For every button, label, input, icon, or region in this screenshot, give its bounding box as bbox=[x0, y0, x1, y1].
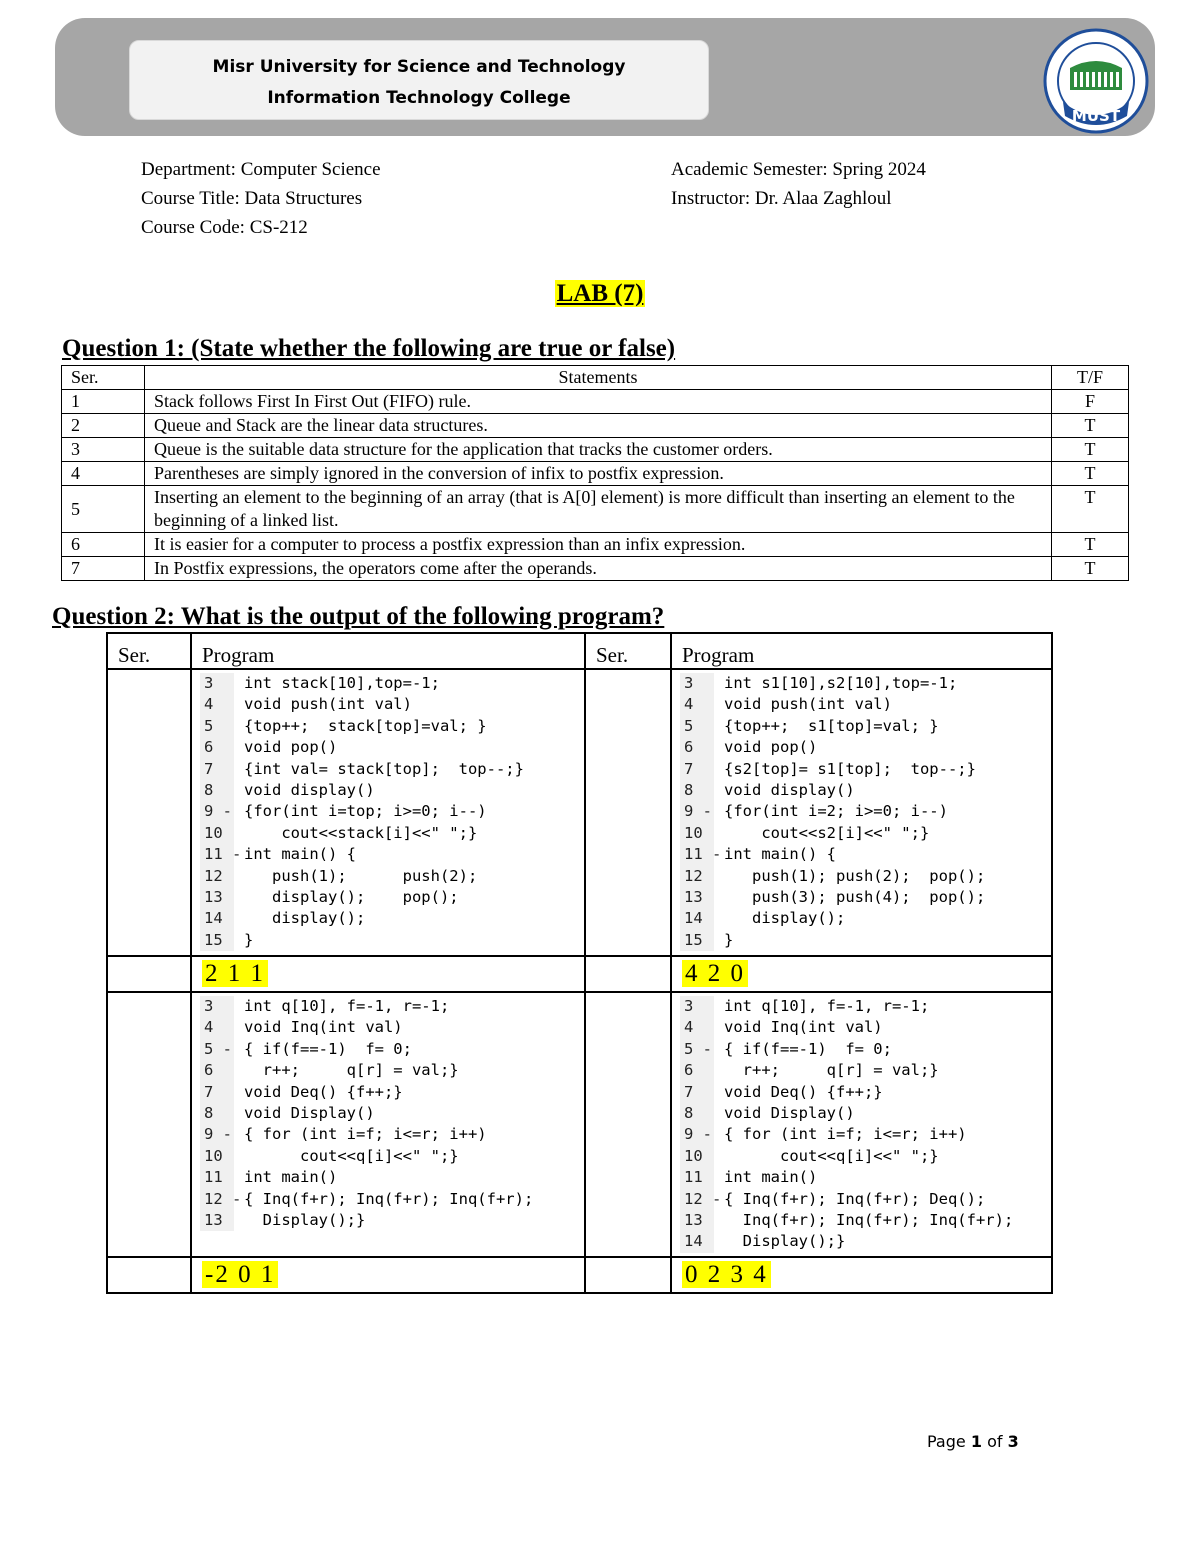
code-line bbox=[200, 1103, 584, 1124]
line-number: 10 bbox=[200, 1146, 234, 1167]
row-ser: 1 bbox=[62, 390, 145, 414]
code-text: {int val= stack[top]; top--;} bbox=[244, 759, 524, 778]
header-ser-1: Ser. bbox=[107, 633, 191, 669]
code-line bbox=[680, 1231, 1051, 1252]
answer-4: 0 2 3 4 bbox=[682, 1261, 771, 1288]
code-text: void push(int val) bbox=[244, 695, 412, 714]
code-text: void Inq(int val) bbox=[244, 1018, 403, 1037]
code-text: int main() { bbox=[724, 845, 836, 864]
code-text: {s2[top]= s1[top]; top--;} bbox=[724, 759, 976, 778]
code-text: void pop() bbox=[724, 738, 818, 757]
line-number: 15 bbox=[680, 930, 714, 951]
code-text: {for(int i=2; i>=0; i--) bbox=[724, 802, 948, 821]
code-text: display(); pop(); bbox=[244, 888, 459, 907]
code-line bbox=[680, 908, 1051, 929]
code-text: int main() { bbox=[244, 845, 356, 864]
code-line bbox=[200, 1146, 584, 1167]
page-number: Page 1 of 3 bbox=[927, 1432, 1019, 1451]
row-ser: 6 bbox=[62, 533, 145, 557]
program-row-2 bbox=[107, 992, 1052, 1257]
code-text: } bbox=[724, 930, 734, 949]
university-name: Misr University for Science and Technology bbox=[212, 57, 626, 77]
code-line bbox=[680, 1060, 1051, 1081]
row-statement: Stack follows First In First Out (FIFO) rule. bbox=[145, 390, 1052, 414]
row-statement: It is easier for a computer to process a postfix expression than an infix expression. bbox=[145, 533, 1052, 557]
code-text: void Inq(int val) bbox=[724, 1018, 883, 1037]
line-number: 3 bbox=[200, 673, 234, 694]
code-line bbox=[200, 673, 584, 694]
code-text: int q[10], f=-1, r=-1; bbox=[244, 997, 450, 1015]
program-code-1 bbox=[192, 670, 584, 954]
program-output-table bbox=[106, 632, 1053, 1294]
line-number: 11 - bbox=[680, 844, 714, 865]
code-line bbox=[680, 1103, 1051, 1124]
code-line bbox=[680, 801, 1051, 822]
code-text: cout<<s2[i]<<" ";} bbox=[724, 823, 930, 842]
table-row bbox=[62, 486, 1129, 533]
course-title: Course Title: Data Structures bbox=[141, 188, 363, 209]
program-code-2 bbox=[672, 670, 1051, 954]
code-line bbox=[200, 780, 584, 801]
code-line bbox=[680, 887, 1051, 908]
code-text: void push(int val) bbox=[724, 695, 892, 714]
code-text: Display();} bbox=[724, 1232, 846, 1251]
line-number: 5 - bbox=[680, 1039, 714, 1060]
code-line bbox=[680, 1017, 1051, 1038]
code-line bbox=[200, 1082, 584, 1103]
line-number: 15 bbox=[200, 930, 234, 951]
course-code: Course Code: CS-212 bbox=[141, 217, 308, 238]
program-code-4 bbox=[672, 993, 1051, 1256]
code-line bbox=[200, 1189, 584, 1210]
code-text: r++; q[r] = val;} bbox=[724, 1061, 939, 1080]
code-line bbox=[680, 1146, 1051, 1167]
row-answer: T bbox=[1052, 486, 1129, 533]
code-text: r++; q[r] = val;} bbox=[244, 1061, 459, 1080]
line-number: 13 bbox=[200, 887, 234, 908]
line-number: 7 bbox=[680, 1082, 714, 1103]
line-number: 6 bbox=[680, 1060, 714, 1081]
line-number: 9 - bbox=[680, 801, 714, 822]
code-line bbox=[200, 1167, 584, 1188]
code-text: } bbox=[244, 930, 254, 949]
code-line bbox=[200, 996, 584, 1017]
line-number: 13 bbox=[200, 1210, 234, 1231]
code-line bbox=[680, 823, 1051, 844]
code-text: int stack[10],top=-1; bbox=[244, 674, 440, 692]
institution-box bbox=[129, 40, 709, 120]
row-statement: Inserting an element to the beginning of an array (that is A[0] element) is more difficult than inserting an element to the beginning of a linked list. bbox=[145, 486, 1052, 533]
line-number: 4 bbox=[200, 694, 234, 715]
line-number: 8 bbox=[200, 780, 234, 801]
code-line bbox=[680, 1124, 1051, 1145]
row-answer: T bbox=[1052, 557, 1129, 581]
row-answer: T bbox=[1052, 438, 1129, 462]
line-number: 12 bbox=[200, 866, 234, 887]
line-number: 6 bbox=[200, 737, 234, 758]
code-text: int main() bbox=[724, 1168, 818, 1187]
line-number: 11 bbox=[200, 1167, 234, 1188]
department: Department: Computer Science bbox=[141, 159, 381, 180]
line-number: 8 bbox=[680, 780, 714, 801]
code-line bbox=[680, 716, 1051, 737]
code-line bbox=[200, 694, 584, 715]
line-number: 9 - bbox=[200, 801, 234, 822]
line-number: 7 bbox=[680, 759, 714, 780]
table-header-row bbox=[62, 366, 1129, 390]
header-program-2: Program bbox=[671, 633, 1052, 669]
course-info-right bbox=[671, 155, 926, 213]
code-line bbox=[680, 780, 1051, 801]
lab-title-wrap bbox=[0, 280, 1200, 308]
row-statement: In Postfix expressions, the operators come after the operands. bbox=[145, 557, 1052, 581]
table-row bbox=[62, 438, 1129, 462]
header-program-1: Program bbox=[191, 633, 585, 669]
code-text: { for (int i=f; i<=r; i++) bbox=[244, 1125, 487, 1144]
code-line bbox=[200, 1124, 584, 1145]
logo-text: MUST bbox=[1071, 107, 1121, 125]
code-line bbox=[200, 1039, 584, 1060]
code-line bbox=[680, 866, 1051, 887]
line-number: 4 bbox=[680, 694, 714, 715]
line-number: 3 bbox=[680, 996, 714, 1017]
code-text: int s1[10],s2[10],top=-1; bbox=[724, 674, 958, 692]
line-number: 12 - bbox=[200, 1189, 234, 1210]
lab-title: LAB (7) bbox=[556, 280, 644, 307]
header-ser-2: Ser. bbox=[585, 633, 671, 669]
line-number: 9 - bbox=[680, 1124, 714, 1145]
true-false-table bbox=[61, 365, 1129, 581]
code-text: cout<<q[i]<<" ";} bbox=[244, 1146, 459, 1165]
table-row bbox=[62, 390, 1129, 414]
line-number: 13 bbox=[680, 1210, 714, 1231]
line-number: 3 bbox=[680, 673, 714, 694]
row-answer: T bbox=[1052, 414, 1129, 438]
line-number: 6 bbox=[200, 1060, 234, 1081]
line-number: 4 bbox=[680, 1017, 714, 1038]
code-line bbox=[680, 996, 1051, 1017]
line-number: 7 bbox=[200, 1082, 234, 1103]
course-info-left bbox=[141, 155, 381, 242]
line-number: 11 bbox=[680, 1167, 714, 1188]
line-number: 13 bbox=[680, 887, 714, 908]
code-line bbox=[680, 1039, 1051, 1060]
university-logo bbox=[1043, 28, 1149, 134]
code-text: { for (int i=f; i<=r; i++) bbox=[724, 1125, 967, 1144]
code-text: void Display() bbox=[244, 1104, 375, 1123]
line-number: 3 bbox=[200, 996, 234, 1017]
line-number: 10 bbox=[680, 1146, 714, 1167]
code-line bbox=[200, 844, 584, 865]
college-name: Information Technology College bbox=[267, 88, 571, 108]
code-text: void display() bbox=[724, 781, 855, 800]
table-row bbox=[62, 414, 1129, 438]
program-row-1 bbox=[107, 669, 1052, 956]
question-1-title: Question 1: (State whether the following are true or false) bbox=[62, 335, 676, 362]
row-ser: 3 bbox=[62, 438, 145, 462]
code-text: Inq(f+r); Inq(f+r); Inq(f+r); bbox=[724, 1211, 1014, 1230]
table-row bbox=[62, 533, 1129, 557]
code-text: Display();} bbox=[244, 1211, 366, 1230]
code-text: void display() bbox=[244, 781, 375, 800]
code-line bbox=[680, 1189, 1051, 1210]
code-line bbox=[680, 737, 1051, 758]
row-answer: F bbox=[1052, 390, 1129, 414]
code-text: cout<<stack[i]<<" ";} bbox=[244, 823, 478, 842]
code-line bbox=[200, 716, 584, 737]
code-text: void Deq() {f++;} bbox=[724, 1082, 883, 1101]
code-text: cout<<q[i]<<" ";} bbox=[724, 1146, 939, 1165]
line-number: 12 - bbox=[680, 1189, 714, 1210]
line-number: 14 bbox=[200, 908, 234, 929]
instructor: Instructor: Dr. Alaa Zaghloul bbox=[671, 188, 892, 209]
line-number: 5 bbox=[680, 716, 714, 737]
row-statement: Queue and Stack are the linear data structures. bbox=[145, 414, 1052, 438]
line-number: 9 - bbox=[200, 1124, 234, 1145]
line-number: 8 bbox=[200, 1103, 234, 1124]
table-row bbox=[62, 462, 1129, 486]
code-line bbox=[680, 930, 1051, 951]
code-line bbox=[680, 759, 1051, 780]
code-text: { if(f==-1) f= 0; bbox=[244, 1039, 412, 1058]
code-text: void Display() bbox=[724, 1104, 855, 1123]
code-text: {top++; s1[top]=val; } bbox=[724, 716, 939, 735]
code-text: push(3); push(4); pop(); bbox=[724, 888, 986, 907]
answer-2: 4 2 0 bbox=[682, 960, 748, 987]
code-line bbox=[680, 1210, 1051, 1231]
answer-3: -2 0 1 bbox=[202, 1261, 278, 1288]
line-number: 6 bbox=[680, 737, 714, 758]
row-statement: Parentheses are simply ignored in the conversion of infix to postfix expression. bbox=[145, 462, 1052, 486]
code-line bbox=[200, 801, 584, 822]
code-text: int q[10], f=-1, r=-1; bbox=[724, 997, 930, 1015]
code-text: void pop() bbox=[244, 738, 338, 757]
line-number: 11 - bbox=[200, 844, 234, 865]
code-line bbox=[680, 673, 1051, 694]
answer-row-2 bbox=[107, 1257, 1052, 1293]
line-number: 14 bbox=[680, 908, 714, 929]
table-row bbox=[62, 557, 1129, 581]
code-text: { Inq(f+r); Inq(f+r); Deq(); bbox=[724, 1189, 986, 1208]
code-line bbox=[200, 1017, 584, 1038]
header-ser: Ser. bbox=[62, 366, 145, 390]
code-text: push(1); push(2); bbox=[244, 866, 478, 885]
answer-row-1 bbox=[107, 956, 1052, 992]
line-number: 14 bbox=[680, 1231, 714, 1252]
line-number: 7 bbox=[200, 759, 234, 780]
row-ser: 2 bbox=[62, 414, 145, 438]
row-ser: 5 bbox=[62, 486, 145, 533]
code-text: push(1); push(2); pop(); bbox=[724, 866, 986, 885]
code-text: display(); bbox=[724, 909, 846, 928]
row-answer: T bbox=[1052, 533, 1129, 557]
code-line bbox=[200, 908, 584, 929]
code-text: display(); bbox=[244, 909, 366, 928]
line-number: 10 bbox=[680, 823, 714, 844]
code-line bbox=[200, 759, 584, 780]
row-statement: Queue is the suitable data structure for the application that tracks the customer orders. bbox=[145, 438, 1052, 462]
row-ser: 4 bbox=[62, 462, 145, 486]
program-table-header bbox=[107, 633, 1052, 669]
code-line bbox=[680, 1082, 1051, 1103]
code-line bbox=[680, 694, 1051, 715]
line-number: 12 bbox=[680, 866, 714, 887]
question-2-title: Question 2: What is the output of the following program? bbox=[52, 603, 665, 630]
line-number: 5 - bbox=[200, 1039, 234, 1060]
code-text: {top++; stack[top]=val; } bbox=[244, 716, 487, 735]
code-line bbox=[200, 866, 584, 887]
code-line bbox=[680, 844, 1051, 865]
line-number: 4 bbox=[200, 1017, 234, 1038]
code-line bbox=[680, 1167, 1051, 1188]
answer-1: 2 1 1 bbox=[202, 960, 268, 987]
code-line bbox=[200, 887, 584, 908]
semester: Academic Semester: Spring 2024 bbox=[671, 159, 926, 180]
line-number: 10 bbox=[200, 823, 234, 844]
code-text: { if(f==-1) f= 0; bbox=[724, 1039, 892, 1058]
header-statements: Statements bbox=[145, 366, 1052, 390]
code-line bbox=[200, 1060, 584, 1081]
code-line bbox=[200, 823, 584, 844]
code-line bbox=[200, 737, 584, 758]
code-text: int main() bbox=[244, 1168, 338, 1187]
row-answer: T bbox=[1052, 462, 1129, 486]
code-line bbox=[200, 1210, 584, 1231]
code-text: void Deq() {f++;} bbox=[244, 1082, 403, 1101]
code-line bbox=[200, 930, 584, 951]
code-text: { Inq(f+r); Inq(f+r); Inq(f+r); bbox=[244, 1189, 534, 1208]
row-ser: 7 bbox=[62, 557, 145, 581]
header-tf: T/F bbox=[1052, 366, 1129, 390]
code-text: {for(int i=top; i>=0; i--) bbox=[244, 802, 487, 821]
line-number: 5 bbox=[200, 716, 234, 737]
line-number: 8 bbox=[680, 1103, 714, 1124]
program-code-3 bbox=[192, 993, 584, 1234]
